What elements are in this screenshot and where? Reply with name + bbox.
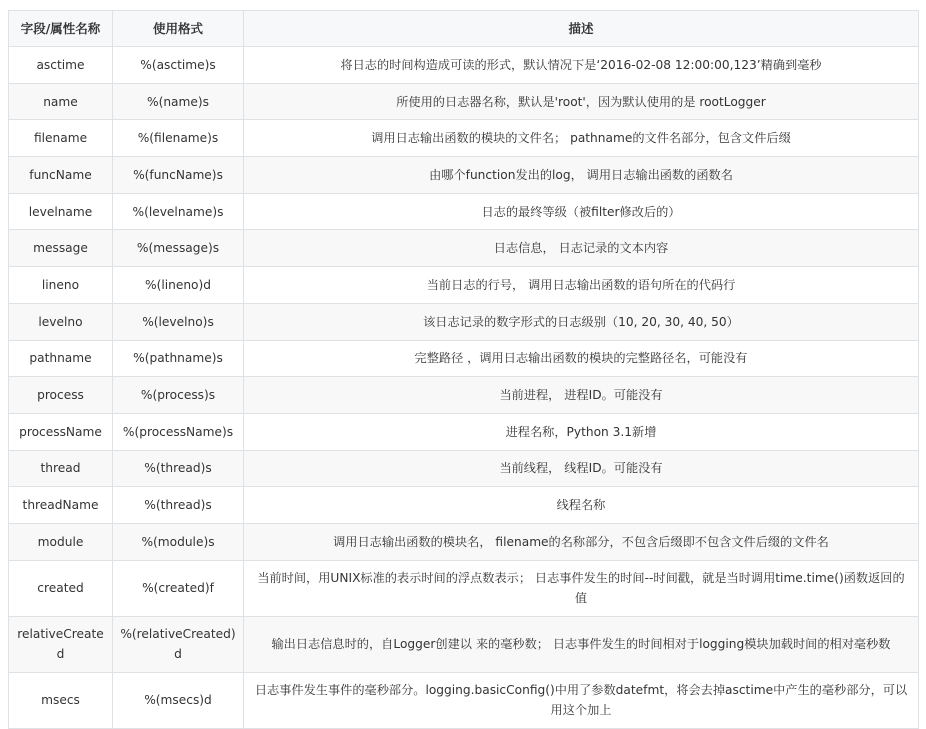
table-row	[9, 83, 919, 120]
cell-format: %(levelname)s	[113, 193, 244, 230]
cell-format: %(relativeCreated)d	[113, 616, 244, 672]
cell-description: 日志的最终等级（被filter修改后的）	[244, 193, 919, 230]
table-row	[9, 616, 919, 672]
table-row	[9, 672, 919, 728]
cell-format: %(funcName)s	[113, 157, 244, 194]
cell-description: 调用日志输出函数的模块的文件名； pathname的文件名部分，包含文件后缀	[244, 120, 919, 157]
cell-description: 日志信息， 日志记录的文本内容	[244, 230, 919, 267]
cell-field-name: levelno	[9, 303, 113, 340]
cell-format: %(message)s	[113, 230, 244, 267]
header-row	[9, 11, 919, 47]
table-row	[9, 120, 919, 157]
table-row	[9, 230, 919, 267]
cell-description: 当前进程， 进程ID。可能没有	[244, 377, 919, 414]
cell-field-name: msecs	[9, 672, 113, 728]
header-field-name: 字段/属性名称	[9, 11, 113, 47]
cell-format: %(module)s	[113, 523, 244, 560]
cell-format: %(processName)s	[113, 413, 244, 450]
cell-format: %(thread)s	[113, 487, 244, 524]
cell-field-name: thread	[9, 450, 113, 487]
cell-description: 该日志记录的数字形式的日志级别（10, 20, 30, 40, 50）	[244, 303, 919, 340]
cell-format: %(asctime)s	[113, 47, 244, 84]
table-row	[9, 340, 919, 377]
table-row	[9, 413, 919, 450]
cell-description: 线程名称	[244, 487, 919, 524]
cell-field-name: name	[9, 83, 113, 120]
cell-field-name: funcName	[9, 157, 113, 194]
table-row	[9, 47, 919, 84]
cell-description: 日志事件发生事件的毫秒部分。logging.basicConfig()中用了参数datefmt，将会去掉asctime中产生的毫秒部分，可以用这个加上	[244, 672, 919, 728]
table-header	[9, 11, 919, 47]
cell-format: %(process)s	[113, 377, 244, 414]
table-row	[9, 523, 919, 560]
cell-format: %(lineno)d	[113, 267, 244, 304]
table-row	[9, 267, 919, 304]
cell-format: %(thread)s	[113, 450, 244, 487]
cell-field-name: process	[9, 377, 113, 414]
cell-format: %(msecs)d	[113, 672, 244, 728]
cell-field-name: levelname	[9, 193, 113, 230]
cell-description: 完整路径 ，调用日志输出函数的模块的完整路径名，可能没有	[244, 340, 919, 377]
table-row	[9, 450, 919, 487]
format-attributes-table-container	[8, 10, 918, 729]
cell-description: 输出日志信息时的，自Logger创建以 来的毫秒数； 日志事件发生的时间相对于logging模块加载时间的相对毫秒数	[244, 616, 919, 672]
cell-field-name: created	[9, 560, 113, 616]
table-row	[9, 193, 919, 230]
cell-format: %(levelno)s	[113, 303, 244, 340]
cell-field-name: lineno	[9, 267, 113, 304]
format-attributes-table	[8, 10, 919, 729]
header-format: 使用格式	[113, 11, 244, 47]
cell-format: %(filename)s	[113, 120, 244, 157]
cell-description: 当前线程， 线程ID。可能没有	[244, 450, 919, 487]
cell-format: %(created)f	[113, 560, 244, 616]
cell-field-name: relativeCreated	[9, 616, 113, 672]
cell-field-name: pathname	[9, 340, 113, 377]
table-row	[9, 377, 919, 414]
cell-field-name: processName	[9, 413, 113, 450]
cell-description: 当前时间，用UNIX标准的表示时间的浮点数表示； 日志事件发生的时间--时间戳，就是当时调用time.time()函数返回的值	[244, 560, 919, 616]
cell-field-name: filename	[9, 120, 113, 157]
table-row	[9, 487, 919, 524]
cell-description: 由哪个function发出的log， 调用日志输出函数的函数名	[244, 157, 919, 194]
cell-field-name: message	[9, 230, 113, 267]
cell-format: %(pathname)s	[113, 340, 244, 377]
table-row	[9, 560, 919, 616]
table-body	[9, 47, 919, 729]
cell-field-name: threadName	[9, 487, 113, 524]
table-row	[9, 157, 919, 194]
cell-format: %(name)s	[113, 83, 244, 120]
cell-description: 进程名称，Python 3.1新增	[244, 413, 919, 450]
cell-description: 所使用的日志器名称，默认是'root'，因为默认使用的是 rootLogger	[244, 83, 919, 120]
cell-description: 将日志的时间构造成可读的形式，默认情况下是‘2016-02-08 12:00:00,123’精确到毫秒	[244, 47, 919, 84]
cell-description: 调用日志输出函数的模块名， filename的名称部分，不包含后缀即不包含文件后缀的文件名	[244, 523, 919, 560]
table-row	[9, 303, 919, 340]
cell-description: 当前日志的行号， 调用日志输出函数的语句所在的代码行	[244, 267, 919, 304]
cell-field-name: asctime	[9, 47, 113, 84]
header-description: 描述	[244, 11, 919, 47]
cell-field-name: module	[9, 523, 113, 560]
